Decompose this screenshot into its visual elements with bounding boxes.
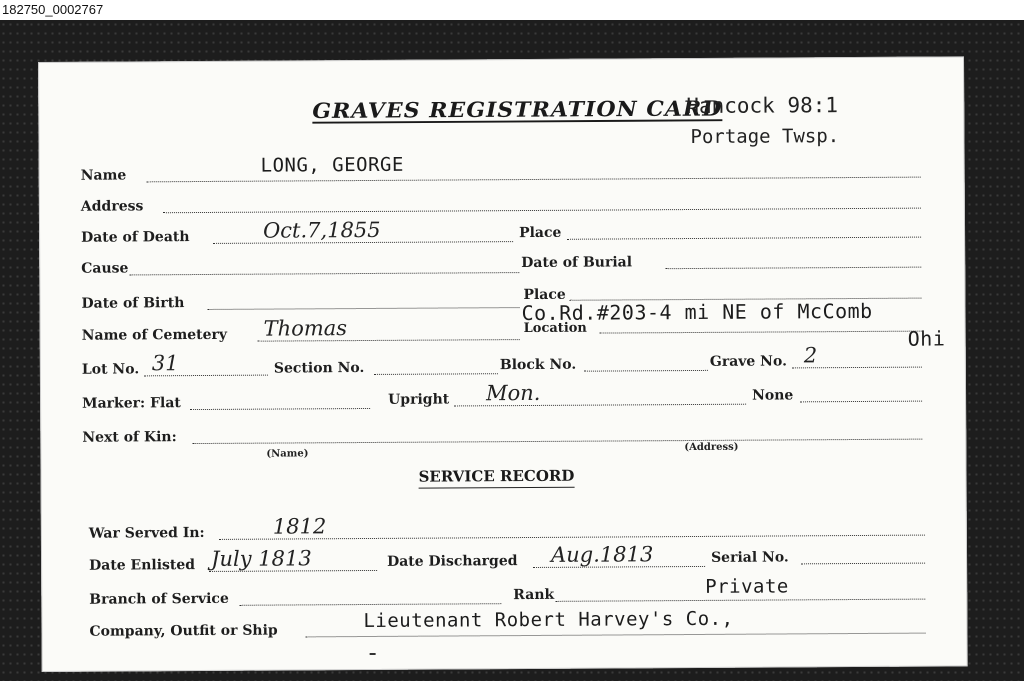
lot-label: Lot No. <box>81 361 140 378</box>
next-of-kin-line <box>192 439 922 444</box>
location-value: Co.Rd.#203-4 mi NE of McComb <box>521 298 873 326</box>
none-line <box>800 401 922 403</box>
date-enlisted-label: Date Enlisted <box>89 557 196 574</box>
service-record-heading: SERVICE RECORD <box>418 467 574 489</box>
branch-line <box>239 603 501 606</box>
card-title: GRAVES REGISTRATION CARD <box>312 96 723 124</box>
next-of-kin-label: Next of Kin: <box>82 429 177 446</box>
branch-label: Branch of Service <box>89 590 229 608</box>
location-value-continued: Ohi <box>907 326 946 351</box>
section-label: Section No. <box>273 360 365 377</box>
county-stamp: Hancock 98:1 <box>686 93 839 119</box>
date-of-burial-label: Date of Burial <box>521 254 633 272</box>
lot-value: 31 <box>151 351 179 376</box>
cause-label: Cause <box>81 260 129 277</box>
grave-label: Grave No. <box>709 353 787 370</box>
place-of-death-line <box>567 237 921 240</box>
location-line <box>600 331 922 334</box>
block-label: Block No. <box>499 356 577 374</box>
none-label: None <box>752 387 794 404</box>
date-of-death-label: Date of Death <box>81 229 190 246</box>
rank-label: Rank <box>513 586 555 604</box>
cemetery-label: Name of Cemetery <box>81 326 228 344</box>
place-of-death-label: Place <box>519 224 562 242</box>
cemetery-value: Thomas <box>263 316 348 341</box>
name-caption: (Name) <box>266 448 309 460</box>
upright-label: Upright <box>388 391 450 408</box>
date-of-birth-line <box>208 307 520 310</box>
rank-value: Private <box>705 575 789 598</box>
marker-flat-line <box>190 408 370 410</box>
location-label: Location <box>523 320 587 337</box>
company-line <box>306 633 926 638</box>
name-line <box>147 177 921 183</box>
graves-registration-card <box>38 56 968 672</box>
name-value: LONG, GEORGE <box>260 153 404 177</box>
address-label: Address <box>80 198 144 215</box>
header-bar <box>0 0 1024 20</box>
section-line <box>374 373 498 375</box>
rank-line <box>555 599 925 602</box>
date-of-birth-label: Date of Birth <box>81 295 185 312</box>
serial-line <box>801 563 925 565</box>
place-of-birth-label: Place <box>523 286 566 304</box>
block-line <box>584 370 708 372</box>
township-stamp: Portage Twsp. <box>690 125 840 149</box>
name-label: Name <box>80 167 127 184</box>
marker-flat-label: Marker: Flat <box>82 395 181 412</box>
serial-label: Serial No. <box>710 549 789 566</box>
stray-mark <box>370 653 376 655</box>
address-caption: (Address) <box>684 441 739 454</box>
company-value: Lieutenant Robert Harvey's Co., <box>363 607 734 633</box>
scan-background <box>0 20 1024 681</box>
upright-value: Mon. <box>485 380 541 406</box>
date-of-death-value: Oct.7,1855 <box>262 217 381 243</box>
war-served-label: War Served In: <box>88 524 205 542</box>
date-discharged-label: Date Discharged <box>387 553 518 570</box>
cause-line <box>129 272 519 275</box>
document-id: 182750_0002767 <box>2 2 104 17</box>
company-label: Company, Outfit or Ship <box>89 622 278 640</box>
date-of-burial-line <box>665 267 921 270</box>
date-discharged-value: Aug.1813 <box>550 542 654 567</box>
grave-value: 2 <box>803 343 818 368</box>
war-served-value: 1812 <box>272 514 327 539</box>
date-enlisted-value: July 1813 <box>210 546 312 571</box>
address-line <box>163 208 921 214</box>
